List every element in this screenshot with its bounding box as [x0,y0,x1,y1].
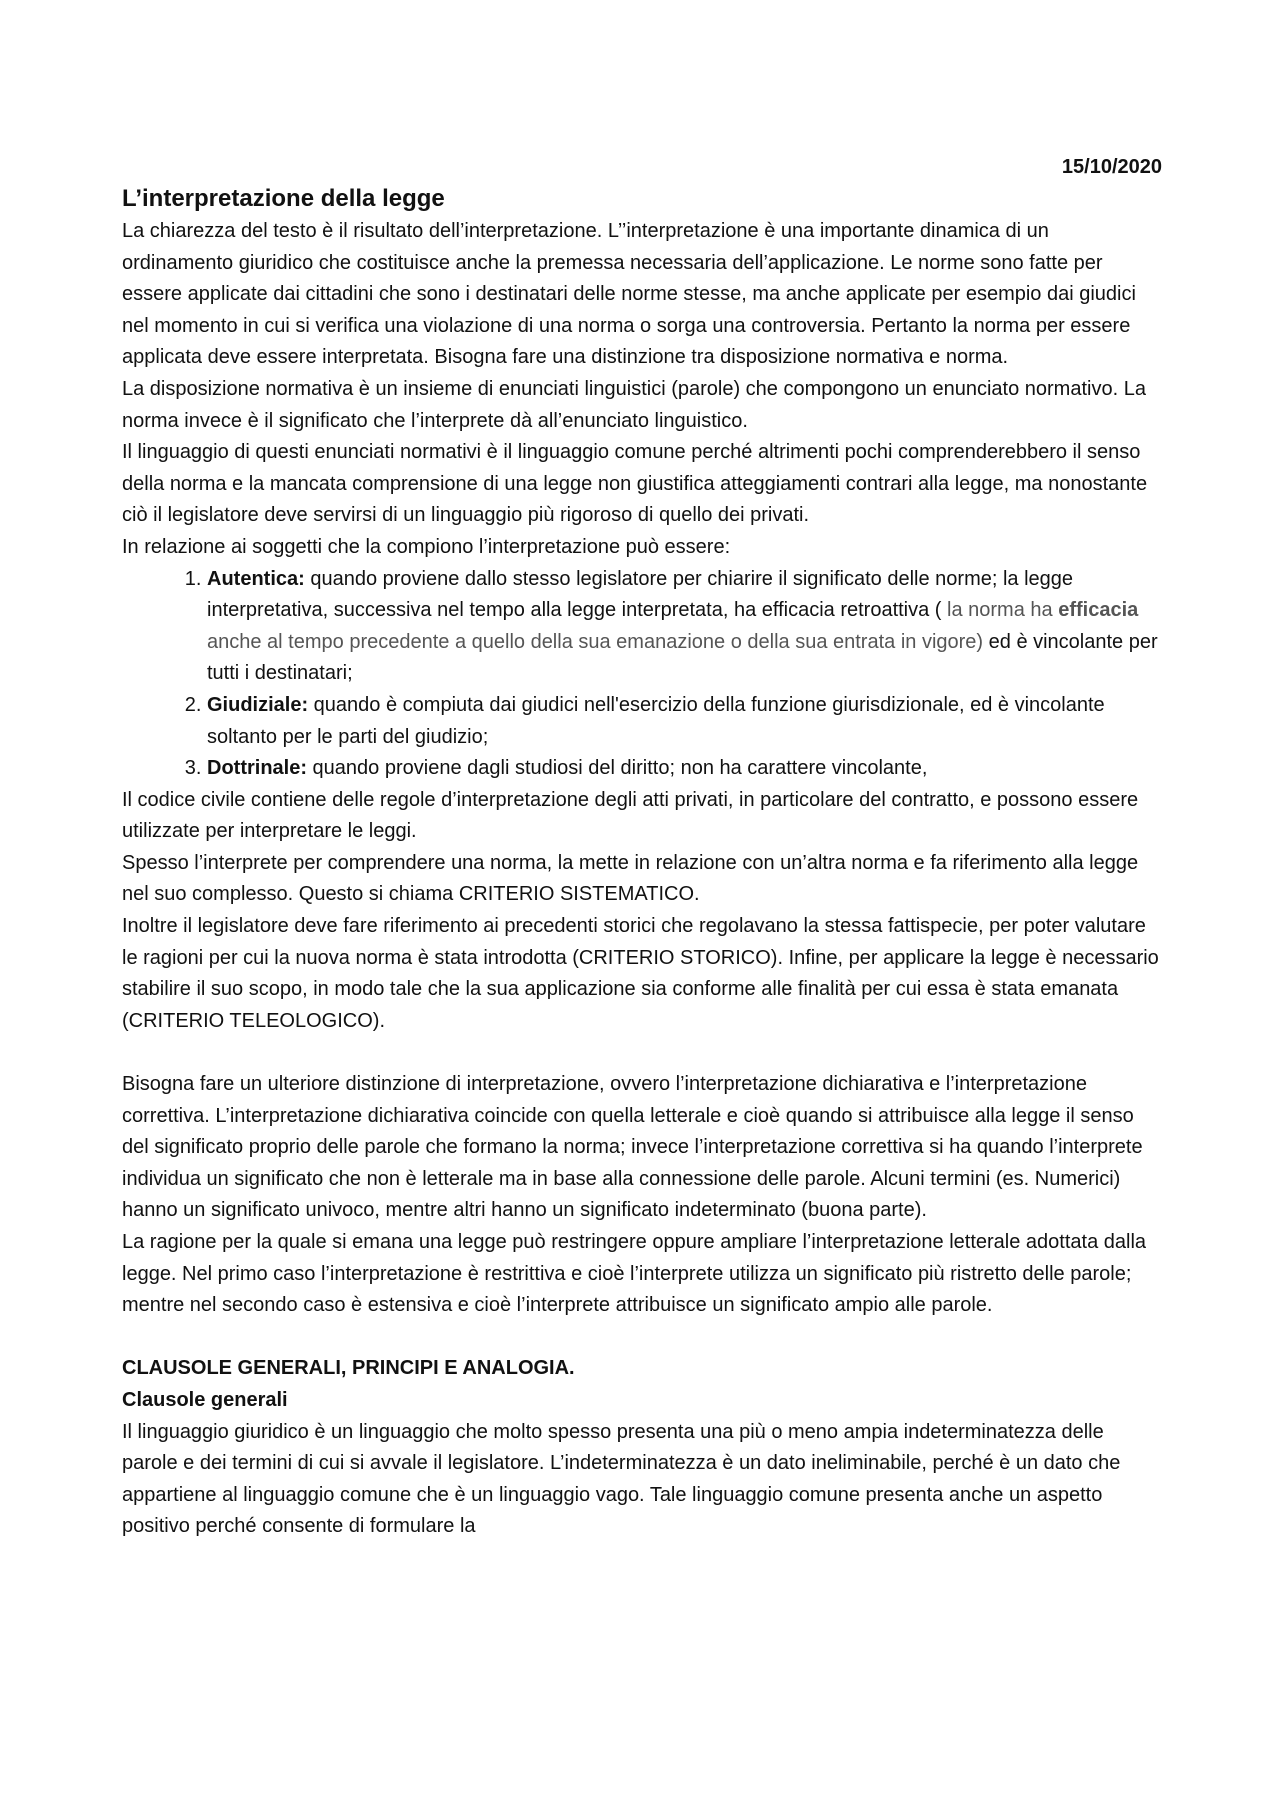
blank-line [122,1037,1162,1069]
section-subheading: Clausole generali [122,1388,288,1411]
list-item-term: Dottrinale: [207,757,307,780]
document-title: L’interpretazione della legge [122,185,445,212]
list-item-term: Autentica: [207,567,305,590]
body-paragraph: Il codice civile contiene delle regole d’interpretazione degli atti privati, in particolare del contratto, e possono essere utilizzate per interpretare le leggi. [122,788,1139,843]
intro-paragraph: In relazione ai soggetti che la compiono l’interpretazione può essere: [122,535,731,558]
list-item-giudiziale [207,690,1162,753]
list-item-text: quando è compiuta dai giudici nell'esercizio della funzione giurisdizionale, ed è vincolante soltanto per le parti del giudizio; [207,693,1105,748]
list-item-autentica [207,564,1162,690]
intro-paragraph: Il linguaggio di questi enunciati normativi è il linguaggio comune perché altrimenti pochi comprenderebbero il senso della norma e la mancata comprensione di una legge non giustifica atteggiamenti contrari alla legge, ma nonostante ciò il legislatore deve servirsi di un linguaggio più rigoroso di quello dei privati. [122,441,1148,527]
document-date: 15/10/2020 [1061,156,1162,178]
list-item-dottrinale [207,753,1162,785]
grey-text-part: la norma ha [941,599,1059,622]
body-paragraph: Bisogna fare un ulteriore distinzione di interpretazione, ovvero l’interpretazione dichiarativa e l’interpretazione correttiva. L’interpretazione dichiarativa coincide con quella letterale e cioè quando si attribuisce alla legge il senso del significato proprio delle parole che formano la norma; invece l’interpretazione correttiva si ha quando l’interprete individua un significato che non è letterale ma in base alla connessione delle parole. Alcuni termini (es. Numerici) hanno un significato univoco, mentre altri hanno un significato indeterminato (buona parte). [122,1073,1143,1222]
body-paragraph: La ragione per la quale si emana una legge può restringere oppure ampliare l’interpretazione letterale adottata dalla legge. Nel primo caso l’interpretazione è restrittiva e cioè l’interprete utilizza un significato più ristretto delle parole; mentre nel secondo caso è estensiva e cioè l’interprete attribuisce un significato ampio alle parole. [122,1231,1147,1317]
list-item-text: quando proviene dallo stesso legislatore per chiarire il significato delle norme; la legge interpretativa, successiva nel tempo alla legge interpretata, ha efficacia retroattiva ( [207,567,1074,622]
interpretation-types-list [122,564,1162,785]
blank-line [122,1322,1162,1354]
body-paragraph: Inoltre il legislatore deve fare riferimento ai precedenti storici che regolavano la stessa fattispecie, per poter valutare le ragioni per cui la nuova norma è stata introdotta (CRITERIO STORICO). Infine, per applicare la legge è necessario stabilire il suo scopo, in modo tale che la sua applicazione sia conforme alle finalità per cui essa è stata emanata (CRITERIO TELEOLOGICO). [122,915,1159,1032]
list-item-text: quando proviene dagli studiosi del diritto; non ha carattere vincolante, [307,757,928,780]
intro-paragraph: La disposizione normativa è un insieme di enunciati linguistici (parole) che compongono un enunciato normativo. La norma invece è il significato che l’interprete dà all’enunciato linguistico. [122,377,1146,432]
body-paragraph: Spesso l’interprete per comprendere una norma, la mette in relazione con un’altra norma e fa riferimento alla legge nel suo complesso. Questo si chiama CRITERIO SISTEMATICO. [122,851,1139,906]
list-item-text: ed è vincolante per tutti i destinatari; [207,630,1158,685]
body-paragraph: Il linguaggio giuridico è un linguaggio che molto spesso presenta una più o meno ampia indeterminatezza delle parole e dei termini di cui si avvale il legislatore. L’indeterminatezza è un dato ineliminabile, perché è un dato che appartiene al linguaggio comune che è un linguaggio vago. Tale linguaggio comune presenta anche un aspetto positivo perché consente di formulare la [122,1420,1121,1538]
intro-paragraph: La chiarezza del testo è il risultato dell’interpretazione. L’’interpretazione è una importante dinamica di un ordinamento giuridico che costituisce anche la premessa necessaria dell’applicazione. Le norme sono fatte per essere applicate dai cittadini che sono i destinatari delle norme stesse, ma anche applicate per esempio dai giudici nel momento in cui si verifica una violazione di una norma o sorga una controversia. Pertanto la norma per essere applicata deve essere interpretata. Bisogna fare una distinzione tra disposizione normativa e norma. [122,220,1136,369]
grey-text-part: anche al tempo precedente a quello della sua emanazione o della sua entrata in vigore) [207,630,984,653]
section-heading: CLAUSOLE GENERALI, PRINCIPI E ANALOGIA. [122,1357,575,1380]
list-item-term: Giudiziale: [207,693,309,716]
document-page [122,152,1162,1543]
grey-bold-term: efficacia [1058,599,1139,622]
